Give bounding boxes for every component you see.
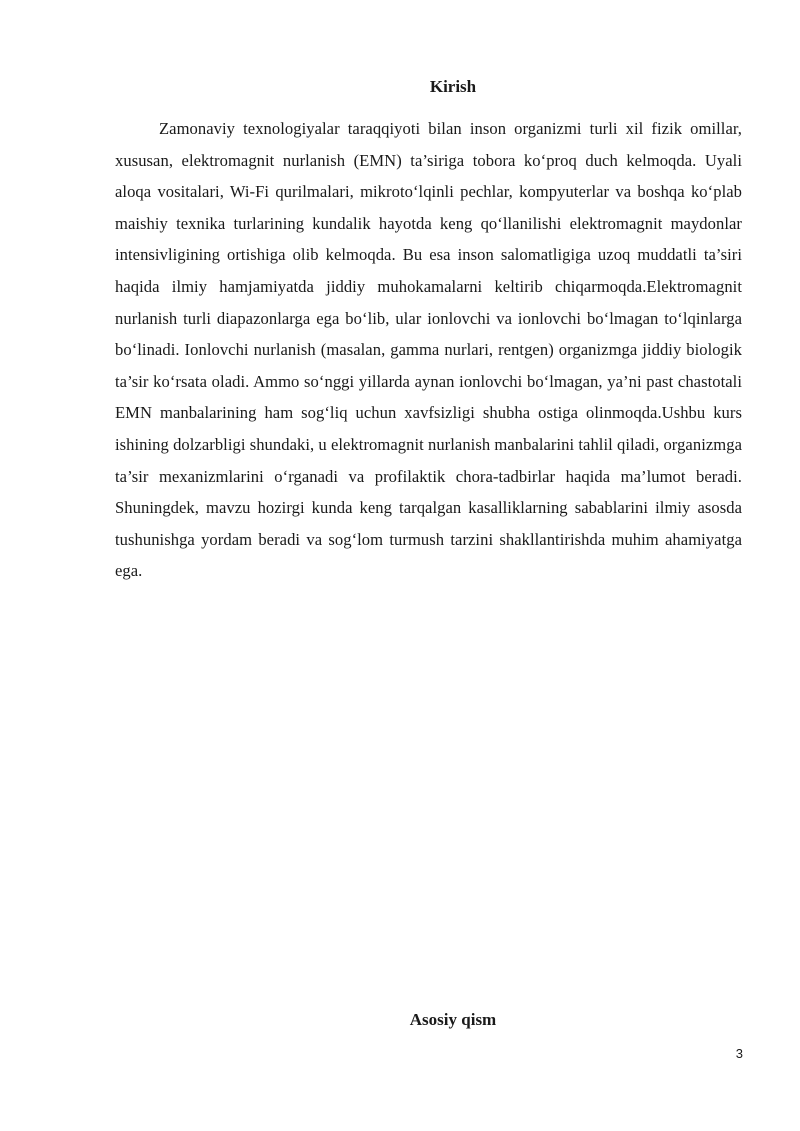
section-heading-intro: Kirish — [429, 77, 477, 96]
page-number: 3 — [735, 1046, 743, 1061]
intro-paragraph: Zamonaviy texnologiyalar taraqqiyoti bilan inson organizmi turli xil fizik omillar, xususan, elektromagnit nurlanish (EMN) ta’siriga tobora ko‘proq duch kelmoqda. Uyali aloqa vositalari, Wi-Fi qurilmalari, mikroto‘lqinli pechlar, kompyuterlar va boshqa ko‘plab maishiy texnika turlarining kundalik hayotda keng qo‘llanilishi elektromagnit maydonlar intensivligining ortishiga olib kelmoqda. Bu esa inson salomatligiga uzoq muddatli ta’siri haqida ilmiy hamjamiyatda jiddiy muhokamalarni keltirib chiqarmoqda.Elektromagnit nurlanish turli diapazonlarga ega bo‘lib, ular ionlovchi va ionlovchi bo‘lmagan to‘lqinlarga bo‘linadi. Ionlovchi nurlanish (masalan, gamma nurlari, rentgen) organizmga jiddiy biologik ta’sir ko‘rsata oladi. Ammo so‘nggi yillarda aynan ionlovchi bo‘lmagan, ya’ni past chastotali EMN manbalarining ham sog‘liq uchun xavfsizligi shubha ostiga olinmoqda.Ushbu kurs ishining dolzarbligi shundaki, u elektromagnit nurlanish manbalarini tahlil qiladi, organizmga ta’sir mexanizmlarini o‘rganadi va profilaktik chora-tadbirlar haqida ma’lumot beradi. Shuningdek, mavzu hozirgi kunda keng tarqalgan kasalliklarning sabablarini ilmiy asosda tushunishga yordam beradi va sog‘lom turmush tarzini shakllantirishda muhim ahamiyatga ega. — [115, 119, 742, 581]
section-heading-main: Asosiy qism — [409, 1010, 497, 1029]
